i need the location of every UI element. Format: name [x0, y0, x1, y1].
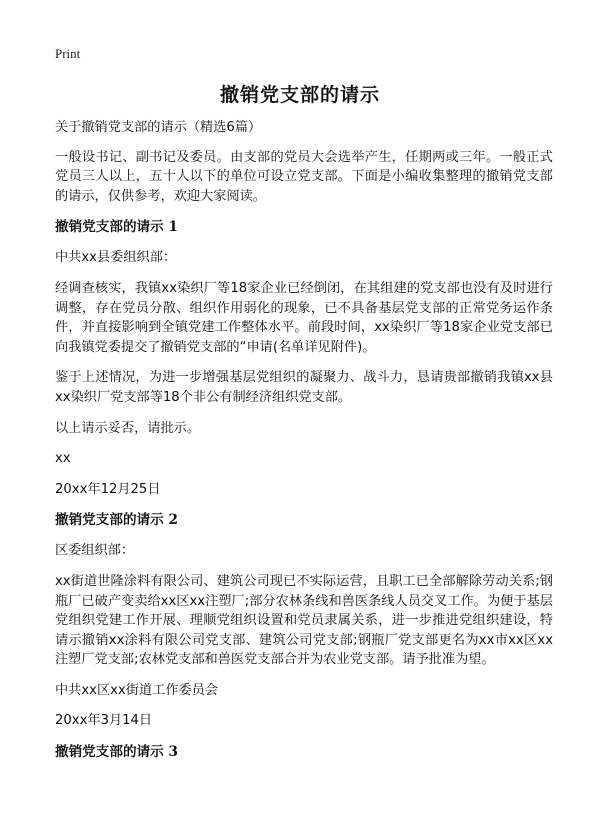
page-title: 撤销党支部的请示: [219, 84, 380, 106]
body-paragraph: xx街道世隆涂料有限公司、建筑公司现已不实际运营，且职工已全部解除劳动关系;钢瓶厂已破产变卖给xx区xx注塑厂;部分农林条线和兽医条线人员交叉工作。为便于基层党组织党建工作开展、理顺党组织设置和党员隶属关系，进一步推进党组织建设，特请示撤销xx涂料有限公司党支部、建筑公司党支部;钢瓶厂党支部更名为xx市xx区xx注塑厂党支部;农林党支部和兽医党支部合并为农业党支部。请予批准为望。: [55, 573, 553, 668]
print-label: Print: [55, 46, 81, 61]
intro-paragraph: 一般设书记、副书记及委员。由支部的党员大会选举产生，任期两或三年。一般正式党员三人以上，五十人以下的单位可设立党支部。下面是小编收集整理的撤销党支部的请示，仅供参考，欢迎大家阅读。: [55, 149, 553, 204]
section-heading: 撤销党支部的请示 2: [55, 512, 178, 529]
date: 20xx年3月14日: [55, 713, 153, 729]
document-subtitle: 关于撤销党支部的请示（精选6篇）: [55, 120, 262, 135]
signature: xx: [55, 451, 71, 467]
body-paragraph: 以上请示妥否，请批示。: [55, 420, 201, 436]
section-heading: 撤销党支部的请示 3: [55, 744, 178, 761]
document-body: [55, 118, 553, 773]
addressee: 中共xx县委组织部：: [55, 250, 177, 266]
body-paragraph: 鉴于上述情况，为进一步增强基层党组织的凝聚力、战斗力，恳请贵部撤销我镇xx县xx染织厂党支部等18个非公有制经济组织党支部。: [55, 370, 553, 405]
section-heading: 撤销党支部的请示 1: [55, 219, 178, 236]
date: 20xx年12月25日: [55, 481, 161, 497]
addressee: 区委组织部：: [55, 543, 135, 559]
signature: 中共xx区xx街道工作委员会: [55, 682, 219, 698]
body-paragraph: 经调查核实，我镇xx染织厂等18家企业已经倒闭，在其组建的党支部也没有及时进行调整，存在党员分散、组织作用弱化的现象，已不具备基层党支部的正常党务运作条件，并直接影响到全镇党建工作整体水平。前段时间，xx染织厂等18家企业党支部已向我镇党委提交了撤销党支部的“申请(名单详见附件)。: [55, 280, 553, 355]
